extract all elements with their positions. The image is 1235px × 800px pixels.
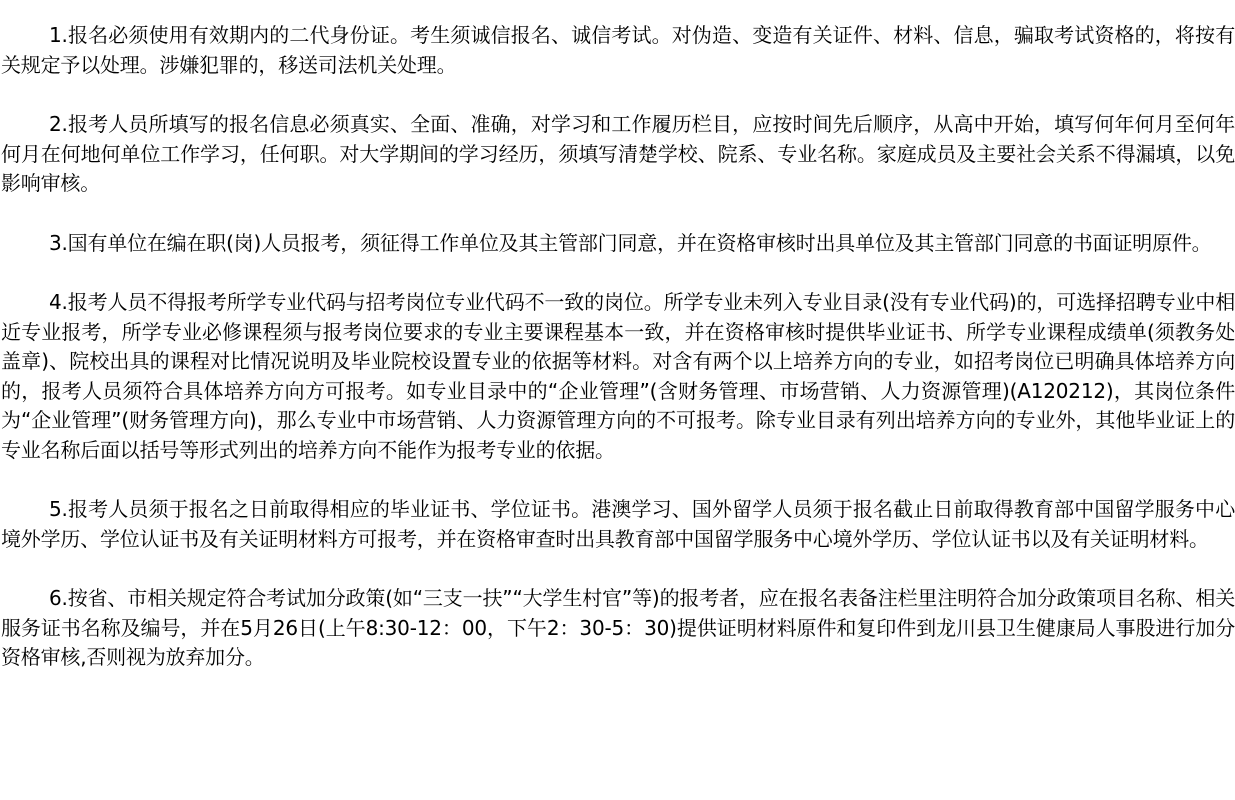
paragraph-1: 1.报名必须使用有效期内的二代身份证。考生须诚信报名、诚信考试。对伪造、变造有关证件、材料、信息，骗取考试资格的，将按有关规定予以处理。涉嫌犯罪的，移送司法机关处理。 bbox=[1, 23, 1235, 77]
paragraph-4: 4.报考人员不得报考所学专业代码与招考岗位专业代码不一致的岗位。所学专业未列入专业目录(没有专业代码)的，可选择招聘专业中相近专业报考，所学专业必修课程须与报考岗位要求的专业主要课程基本一致，并在资格审核时提供毕业证书、所学专业课程成绩单(须教务处盖章)、院校出具的课程对比情况说明及毕业院校设置专业的依据等材料。对含有两个以上培养方向的专业，如招考岗位已明确具体培养方向的，报考人员须符合具体培养方向方可报考。如专业目录中的“企业管理”(含财务管理、市场营销、人力资源管理)(A120212)，其岗位条件为“企业管理”(财务管理方向)，那么专业中市场营销、人力资源管理方向的不可报考。除专业目录有列出培养方向的专业外，其他毕业证上的专业名称后面以括号等形式列出的培养方向不能作为报考专业的依据。 bbox=[1, 290, 1235, 462]
paragraph-3: 3.国有单位在编在职(岗)人员报考，须征得工作单位及其主管部门同意，并在资格审核时出具单位及其主管部门同意的书面证明原件。 bbox=[49, 230, 1212, 255]
paragraph-2: 2.报考人员所填写的报名信息必须真实、全面、准确，对学习和工作履历栏目，应按时间先后顺序，从高中开始，填写何年何月至何年何月在何地何单位工作学习，任何职。对大学期间的学习经历，须填写清楚学校、院系、专业名称。家庭成员及主要社会关系不得漏填，以免影响审核。 bbox=[1, 112, 1235, 195]
paragraph-6: 6.按省、市相关规定符合考试加分政策(如“三支一扶”“大学生村官”等)的报考者，应在报名表备注栏里注明符合加分政策项目名称、相关服务证书名称及编号，并在5月26日(上午8:30-12：00，下午2：30-5：30)提供证明材料原件和复印件到龙川县卫生健康局人事股进行加分资格审核,否则视为放弃加分。 bbox=[1, 586, 1235, 669]
paragraph-5: 5.报考人员须于报名之日前取得相应的毕业证书、学位证书。港澳学习、国外留学人员须于报名截止日前取得教育部中国留学服务中心境外学历、学位认证书及有关证明材料方可报考，并在资格审查时出具教育部中国留学服务中心境外学历、学位认证书以及有关证明材料。 bbox=[1, 497, 1235, 551]
